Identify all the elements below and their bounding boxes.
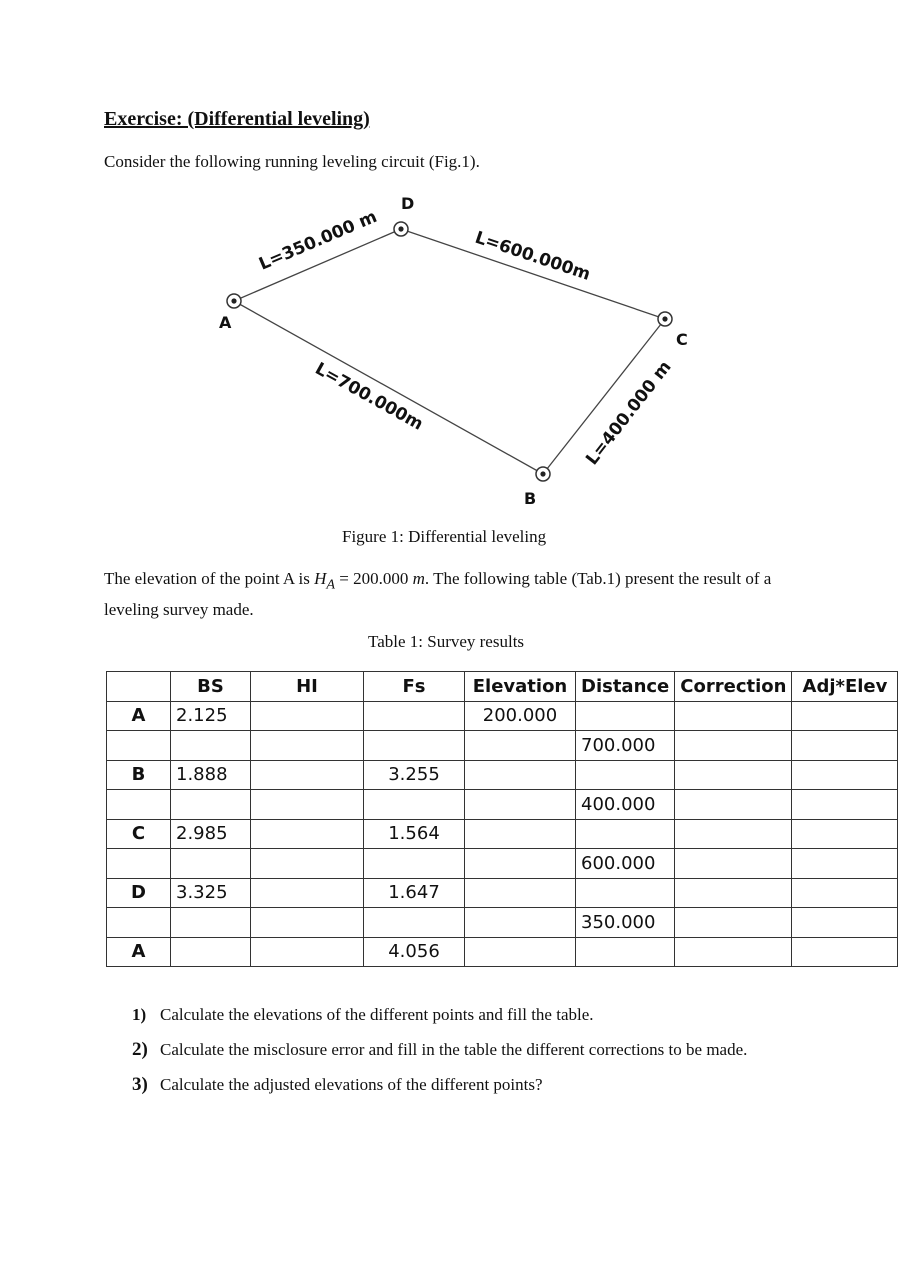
- cell-hi: [251, 790, 364, 820]
- paragraph-text-before: The elevation of the point A is: [104, 569, 315, 588]
- cell-station: [107, 731, 171, 761]
- cell-fs: [364, 849, 465, 879]
- table-header-row: [107, 672, 898, 702]
- header-distance: Distance: [576, 672, 675, 702]
- header-hi: HI: [251, 672, 364, 702]
- table-body: [107, 701, 898, 967]
- cell-adj-elev: [792, 908, 898, 938]
- cell-bs: [171, 731, 251, 761]
- leg-label-b-a: L=700.000m: [311, 358, 427, 435]
- ha-unit: m: [412, 569, 425, 588]
- cell-elevation: [465, 849, 576, 879]
- cell-station: [107, 849, 171, 879]
- leg-label-a-d: L=350.000 m: [256, 206, 381, 275]
- station-label-c: C: [676, 330, 688, 349]
- cell-bs: 2.985: [171, 819, 251, 849]
- intro-text: Consider the following running leveling circuit (Fig.1).: [104, 152, 480, 171]
- table-row: [107, 937, 898, 967]
- question-number: 2): [132, 1039, 148, 1060]
- table-row: [107, 819, 898, 849]
- cell-correction: [675, 701, 792, 731]
- station-marker-a: [227, 294, 241, 308]
- cell-adj-elev: [792, 878, 898, 908]
- leg-line-b-a: [234, 301, 543, 474]
- cell-correction: [675, 819, 792, 849]
- cell-elevation: [465, 878, 576, 908]
- cell-fs: 1.647: [364, 878, 465, 908]
- table-row: [107, 878, 898, 908]
- cell-distance: [576, 937, 675, 967]
- cell-fs: 1.564: [364, 819, 465, 849]
- ha-subscript: A: [326, 576, 336, 593]
- cell-station: [107, 790, 171, 820]
- cell-fs: [364, 701, 465, 731]
- question-list: [132, 1000, 747, 1105]
- header-correction: Correction: [675, 672, 792, 702]
- cell-elevation: [465, 790, 576, 820]
- cell-hi: [251, 760, 364, 790]
- cell-hi: [251, 731, 364, 761]
- question-text: Calculate the misclosure error and fill in the table the different corrections to be made.: [160, 1040, 748, 1059]
- cell-correction: [675, 790, 792, 820]
- question-item: [132, 1035, 747, 1070]
- cell-correction: [675, 908, 792, 938]
- question-number: 3): [132, 1074, 148, 1095]
- leg-label-d-c: L=600.000m: [472, 227, 593, 285]
- cell-adj-elev: [792, 760, 898, 790]
- question-text: Calculate the adjusted elevations of the different points?: [160, 1075, 543, 1094]
- table-row: [107, 731, 898, 761]
- elevation-paragraph: [104, 566, 804, 622]
- question-text: Calculate the elevations of the different points and fill the table.: [160, 1005, 594, 1024]
- header-bs: BS: [171, 672, 251, 702]
- cell-distance: 350.000: [576, 908, 675, 938]
- cell-station: [107, 908, 171, 938]
- cell-hi: [251, 819, 364, 849]
- cell-distance: [576, 819, 675, 849]
- cell-bs: 1.888: [171, 760, 251, 790]
- cell-distance: 400.000: [576, 790, 675, 820]
- cell-station: A: [107, 701, 171, 731]
- cell-distance: 600.000: [576, 849, 675, 879]
- cell-correction: [675, 731, 792, 761]
- cell-elevation: [465, 819, 576, 849]
- station-marker-b: [536, 467, 550, 481]
- table-row: [107, 908, 898, 938]
- cell-fs: 4.056: [364, 937, 465, 967]
- cell-hi: [251, 849, 364, 879]
- cell-adj-elev: [792, 731, 898, 761]
- cell-station: D: [107, 878, 171, 908]
- cell-adj-elev: [792, 849, 898, 879]
- table-row: [107, 790, 898, 820]
- cell-distance: [576, 878, 675, 908]
- cell-distance: 700.000: [576, 731, 675, 761]
- cell-hi: [251, 937, 364, 967]
- table-row: [107, 701, 898, 731]
- cell-elevation: [465, 908, 576, 938]
- cell-distance: [576, 701, 675, 731]
- station-marker-d: [394, 222, 408, 236]
- cell-hi: [251, 908, 364, 938]
- table-row: [107, 760, 898, 790]
- cell-fs: [364, 731, 465, 761]
- cell-adj-elev: [792, 701, 898, 731]
- cell-correction: [675, 849, 792, 879]
- leg-line-d-c: [401, 229, 665, 319]
- survey-results-table: [106, 671, 898, 967]
- cell-bs: [171, 937, 251, 967]
- question-item: [132, 1070, 747, 1105]
- cell-correction: [675, 878, 792, 908]
- station-marker-c: [658, 312, 672, 326]
- cell-bs: [171, 908, 251, 938]
- cell-adj-elev: [792, 819, 898, 849]
- leveling-circuit-figure: [0, 0, 904, 520]
- paragraph-text-after: . The following table (Tab.1) present the result of a leveling survey made.: [104, 569, 772, 620]
- station-label-a: A: [219, 313, 232, 332]
- header-adj-elev: Adj*Elev: [792, 672, 898, 702]
- ha-equals-value: = 200.000: [335, 569, 413, 588]
- cell-station: A: [107, 937, 171, 967]
- cell-fs: [364, 908, 465, 938]
- cell-station: C: [107, 819, 171, 849]
- ha-symbol: H: [314, 569, 327, 588]
- station-label-d: D: [401, 194, 415, 213]
- cell-distance: [576, 760, 675, 790]
- cell-hi: [251, 701, 364, 731]
- header-station: [107, 672, 171, 702]
- cell-elevation: 200.000: [465, 701, 576, 731]
- cell-hi: [251, 878, 364, 908]
- question-item: [132, 1000, 747, 1035]
- station-label-b: B: [524, 489, 537, 508]
- figure-caption: Figure 1: Differential leveling: [342, 527, 547, 546]
- cell-elevation: [465, 937, 576, 967]
- cell-station: B: [107, 760, 171, 790]
- table-caption: Table 1: Survey results: [368, 632, 525, 651]
- header-elevation: Elevation: [465, 672, 576, 702]
- question-number: 1): [132, 1005, 147, 1024]
- cell-elevation: [465, 731, 576, 761]
- cell-elevation: [465, 760, 576, 790]
- cell-bs: 3.325: [171, 878, 251, 908]
- cell-adj-elev: [792, 937, 898, 967]
- cell-fs: 3.255: [364, 760, 465, 790]
- cell-correction: [675, 937, 792, 967]
- exercise-title: Exercise: (Differential leveling): [104, 108, 370, 130]
- leg-label-c-b: L=400.000 m: [582, 357, 676, 470]
- cell-bs: [171, 849, 251, 879]
- cell-fs: [364, 790, 465, 820]
- cell-adj-elev: [792, 790, 898, 820]
- header-fs: Fs: [364, 672, 465, 702]
- cell-correction: [675, 760, 792, 790]
- table-row: [107, 849, 898, 879]
- cell-bs: [171, 790, 251, 820]
- cell-bs: 2.125: [171, 701, 251, 731]
